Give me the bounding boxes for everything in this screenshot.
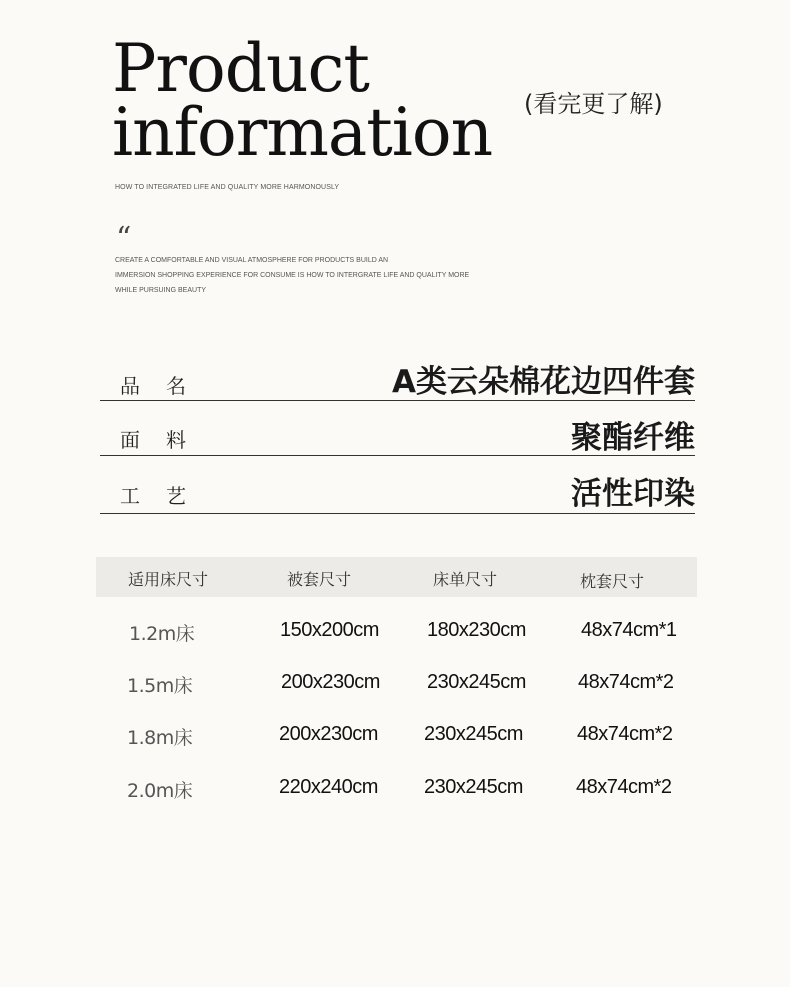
table-cell: 48x74cm*1	[581, 619, 677, 641]
column-header: 床单尺寸	[433, 570, 498, 589]
quote-icon: “	[116, 221, 132, 256]
title-information: information	[112, 94, 493, 171]
read-more-note: (看完更了解)	[524, 90, 663, 118]
title-product: Product	[112, 30, 369, 107]
table-cell: 230x245cm	[427, 671, 526, 693]
description-line: CREATE A COMFORTABLE AND VISUAL ATMOSPHERE FOR PRODUCTS BUILD AN	[115, 257, 389, 264]
spec-row-name	[100, 356, 695, 400]
table-cell: 48x74cm*2	[578, 671, 674, 693]
spec-label: 工艺	[120, 484, 212, 508]
table-cell: 48x74cm*2	[577, 723, 673, 745]
spec-row-fabric	[100, 410, 695, 454]
table-cell: 1.2m床	[129, 623, 195, 645]
table-cell: 200x230cm	[281, 671, 380, 693]
description-line: IMMERSION SHOPPING EXPERIENCE FOR CONSUME IS HOW TO INTERGRATE LIFE AND QUALITY MORE	[115, 272, 470, 279]
tagline: HOW TO INTEGRATED LIFE AND QUALITY MORE HARMONOUSLY	[115, 184, 340, 191]
spec-value: 活性印染	[571, 476, 695, 512]
table-cell: 48x74cm*2	[576, 776, 672, 798]
table-cell: 230x245cm	[424, 776, 523, 798]
column-header: 适用床尺寸	[128, 570, 209, 589]
spec-value: A类云朵棉花边四件套	[392, 364, 695, 400]
table-cell: 200x230cm	[279, 723, 378, 745]
table-row	[96, 723, 697, 753]
spec-row-process	[100, 466, 695, 510]
table-cell: 150x200cm	[280, 619, 379, 641]
table-cell: 180x230cm	[427, 619, 526, 641]
size-table	[96, 557, 697, 802]
table-row	[96, 671, 697, 701]
column-header: 枕套尺寸	[580, 572, 645, 591]
table-cell: 1.5m床	[127, 675, 193, 697]
spec-label: 面料	[120, 428, 212, 452]
table-row	[96, 776, 697, 806]
table-header	[96, 557, 697, 597]
table-cell: 2.0m床	[127, 780, 193, 802]
divider	[100, 400, 695, 401]
divider	[100, 513, 695, 514]
table-cell: 1.8m床	[127, 727, 193, 749]
spec-label: 品名	[120, 374, 212, 398]
table-row	[96, 619, 697, 649]
table-cell: 230x245cm	[424, 723, 523, 745]
spec-value: 聚酯纤维	[571, 420, 695, 456]
column-header: 被套尺寸	[287, 570, 352, 589]
table-cell: 220x240cm	[279, 776, 378, 798]
divider	[100, 455, 695, 456]
description	[115, 253, 535, 298]
description-line: WHILE PURSUING BEAUTY	[115, 287, 207, 294]
